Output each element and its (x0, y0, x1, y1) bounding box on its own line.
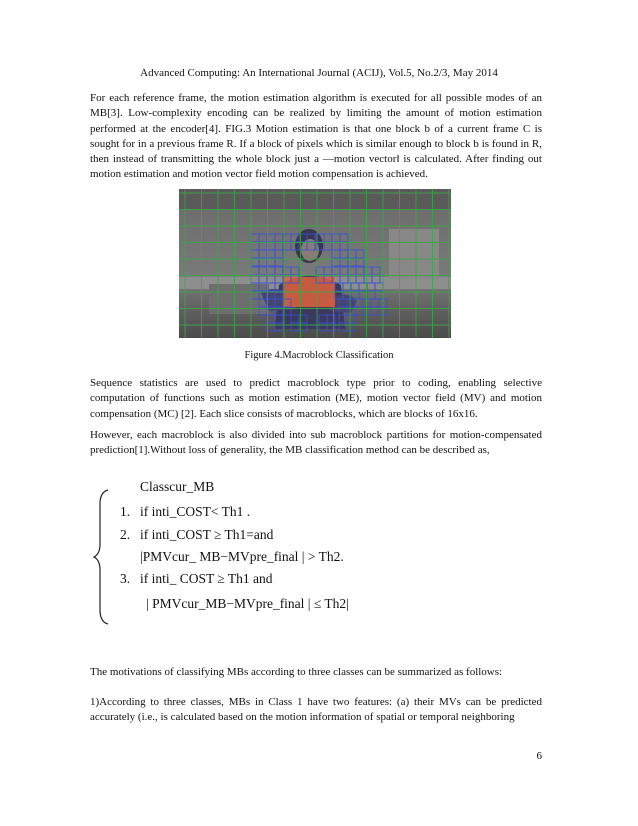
item-2-condition: |PMVcur_ MB−MVpre_final | > Th2. (140, 549, 344, 564)
paragraph-class-1: 1)According to three classes, MBs in Class 1 have two features: (a) their MVs can be predicted accurately (i.e., is calculated based on the motion information of spatial or temporal neighboring (90, 696, 542, 724)
item-2-text: if inti_COST ≥ Th1=and (140, 527, 274, 542)
page-number: 6 (536, 750, 542, 762)
item-2-number: 2. (120, 527, 131, 542)
item-3-number: 3. (120, 571, 131, 586)
class-title: Classcur_MB (140, 479, 215, 494)
paragraph-sub-macroblock: However, each macroblock is also divided into sub macroblock partitions for motion-compensated prediction[1].Without loss of generality, the MB classification method can be described as, (90, 429, 542, 457)
item-3-text: if inti_ COST ≥ Th1 and (140, 571, 273, 586)
paragraph-motion-estimation: For each reference frame, the motion estimation algorithm is executed for all possible modes of an MB[3]. Low-complexity encoding can be realized by limiting the amount of motion estimation performed at the encoder[4]. FIG.3 Motion estimation is that one block b of a current frame C is sought for in a previous frame R. If a block of pixels which is similar enough to block b is found in R, then instead of transmitting the whole block just a ―motion vector‖ is calculated. After finding out motion estimation and motion vector field motion compensation is achieved. (90, 92, 542, 181)
paragraph-sequence-statistics: Sequence statistics are used to predict macroblock type prior to coding, enabling selective computation of functions such as motion estimation (ME), motion vector field (MV) and motion compensation (MC) [2]. Each slice consists of macroblocks, which are blocks of 16x16. (90, 377, 542, 420)
left-brace (92, 488, 112, 626)
running-header: Advanced Computing: An International Journal (ACIJ), Vol.5, No.2/3, May 2014 (140, 67, 498, 79)
item-1-text: if inti_COST< Th1 . (140, 504, 251, 519)
paragraph-motivations: The motivations of classifying MBs according to three classes can be summarized as follows: (90, 666, 503, 678)
figure-caption: Figure 4.Macroblock Classification (244, 350, 394, 361)
item-1-number: 1. (120, 504, 131, 519)
macroblock-image (179, 189, 451, 338)
item-3-condition: | PMVcur_MB−MVpre_final | ≤ Th2| (146, 596, 349, 611)
macroblock-figure (179, 189, 451, 338)
